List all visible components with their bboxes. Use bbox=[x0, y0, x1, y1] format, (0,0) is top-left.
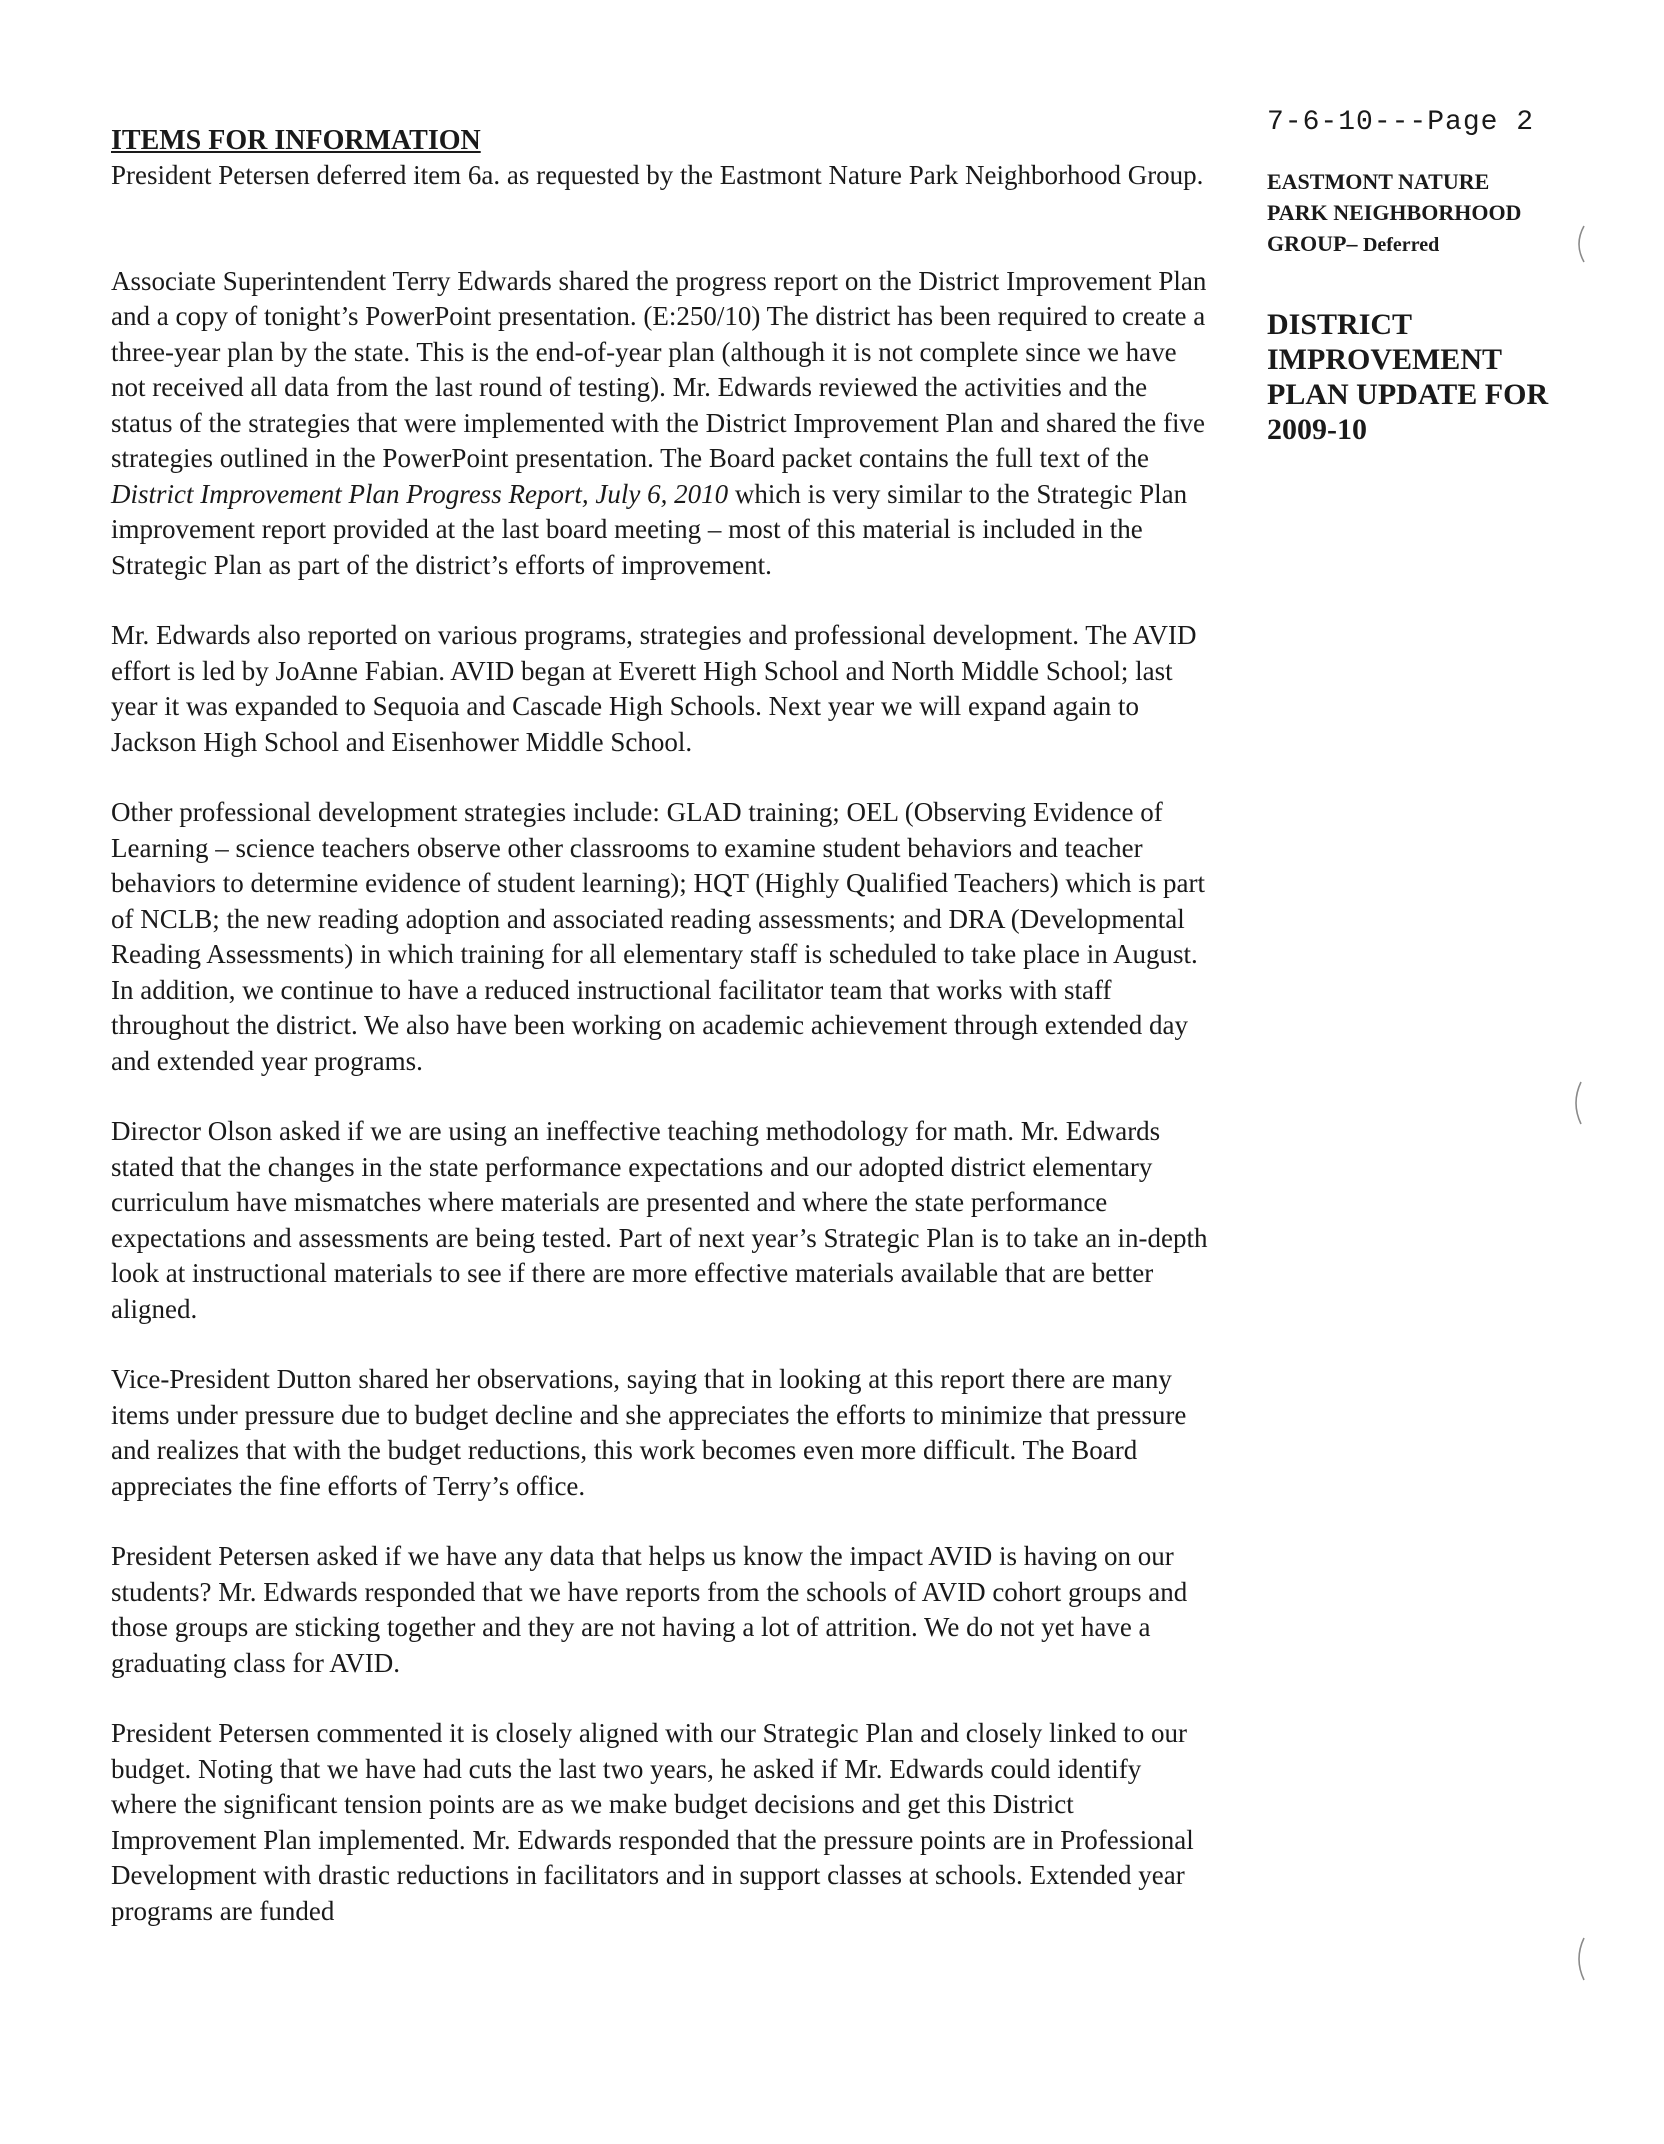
margin-heading-line: EASTMONT NATURE bbox=[1267, 169, 1490, 194]
margin-heading-line: IMPROVEMENT bbox=[1267, 343, 1502, 376]
margin-heading-line: DISTRICT bbox=[1267, 308, 1413, 341]
margin-heading-line: 2009-10 bbox=[1267, 413, 1367, 446]
paragraph-text: Associate Superintendent Terry Edwards shared the progress report on the District Improvement Plan and a copy of tonight’s PowerPoint presentation. (E:250/10) The district has been required to create a three-year plan by the state. This is the end-of-year plan (although it is not complete since we have not received all data from the last round of testing). Mr. Edwards reviewed the activities and the status of the strategies that were implemented with the District Improvement Plan and shared the five strategies outlined in the PowerPoint presentation. The Board packet contains the full text of the bbox=[111, 265, 1207, 473]
paragraph-district-plan bbox=[111, 264, 1211, 584]
margin-heading-district-plan bbox=[1267, 307, 1627, 447]
margin-heading-line: PARK NEIGHBORHOOD bbox=[1267, 200, 1522, 225]
paragraph-avid-impact: President Petersen asked if we have any data that helps us know the impact AVID is having on our students? Mr. Edwards responded that we have reports from the schools of AVID cohort groups and those groups are sticking together and they are not having a lot of attrition. We do not yet have a graduating class for AVID. bbox=[111, 1541, 1188, 1678]
scan-paren-mark bbox=[1569, 1080, 1585, 1126]
paragraph-math-methodology: Director Olson asked if we are using an ineffective teaching methodology for math. Mr. Edwards stated that the changes in the state performance expectations and our adopted district elementary curriculum have mismatches where materials are presented and where the state performance expectations and assessments are being tested. Part of next year’s Strategic Plan is to take an in-depth look at instructional materials to see if there are more effective materials available that are better aligned. bbox=[111, 1116, 1208, 1324]
page-number: 7-6-10---Page 2 bbox=[1267, 107, 1535, 138]
paragraph-budget-tension: President Petersen commented it is closely aligned with our Strategic Plan and closely linked to our budget. Noting that we have had cuts the last two years, he asked if Mr. Edwards could identify where the significant tension points are as we make budget decisions and get this District Improvement Plan implemented. Mr. Edwards responded that the pressure points are in Professional Development with drastic reductions in facilitators and in support classes at schools. Extended year programs are funded bbox=[111, 1718, 1194, 1926]
paragraph-vice-president: Vice-President Dutton shared her observations, saying that in looking at this report there are many items under pressure due to budget decline and she appreciates the efforts to minimize that pressure and realizes that with the budget reductions, this work becomes even more difficult. The Board appreciates the fine efforts of Terry’s office. bbox=[111, 1364, 1187, 1501]
paragraph-avid: Mr. Edwards also reported on various programs, strategies and professional development. The AVID effort is led by JoAnne Fabian. AVID began at Everett High School and North Middle School; last year it was expanded to Sequoia and Cascade High Schools. Next year we will expand again to Jackson High School and Eisenhower Middle School. bbox=[111, 620, 1197, 757]
margin-heading-line: PLAN UPDATE FOR bbox=[1267, 378, 1549, 411]
main-column bbox=[111, 124, 1211, 1929]
paragraph-professional-development: Other professional development strategies include: GLAD training; OEL (Observing Evidence of Learning – science teachers observe other classrooms to examine student behaviors and teacher behaviors to determine evidence of student learning); HQT (Highly Qualified Teachers) which is part of NCLB; the new reading adoption and associated reading assessments; and DRA (Developmental Reading Assessments) in which training for all elementary staff is scheduled to take place in August. In addition, we continue to have a reduced instructional facilitator team that works with staff throughout the district. We also have been working on academic achievement through extended day and extended year programs. bbox=[111, 797, 1206, 1076]
report-title-italic: District Improvement Plan Progress Report, July 6, 2010 bbox=[111, 478, 729, 509]
section-title: ITEMS FOR INFORMATION bbox=[111, 125, 481, 156]
paragraph-text: which is very similar to the Strategic Plan improvement report provided at the last board meeting – most of this material is included in the Strategic Plan as part of the district’s efforts of improvement. bbox=[111, 478, 1188, 580]
deferred-label: Deferred bbox=[1362, 234, 1440, 256]
margin-heading-line: GROUP– bbox=[1267, 231, 1358, 256]
scan-paren-mark bbox=[1572, 224, 1588, 264]
intro-paragraph: President Petersen deferred item 6a. as requested by the Eastmont Nature Park Neighborhood Group. bbox=[111, 160, 1204, 190]
scan-paren-mark bbox=[1572, 1936, 1588, 1982]
margin-column bbox=[1267, 106, 1627, 447]
